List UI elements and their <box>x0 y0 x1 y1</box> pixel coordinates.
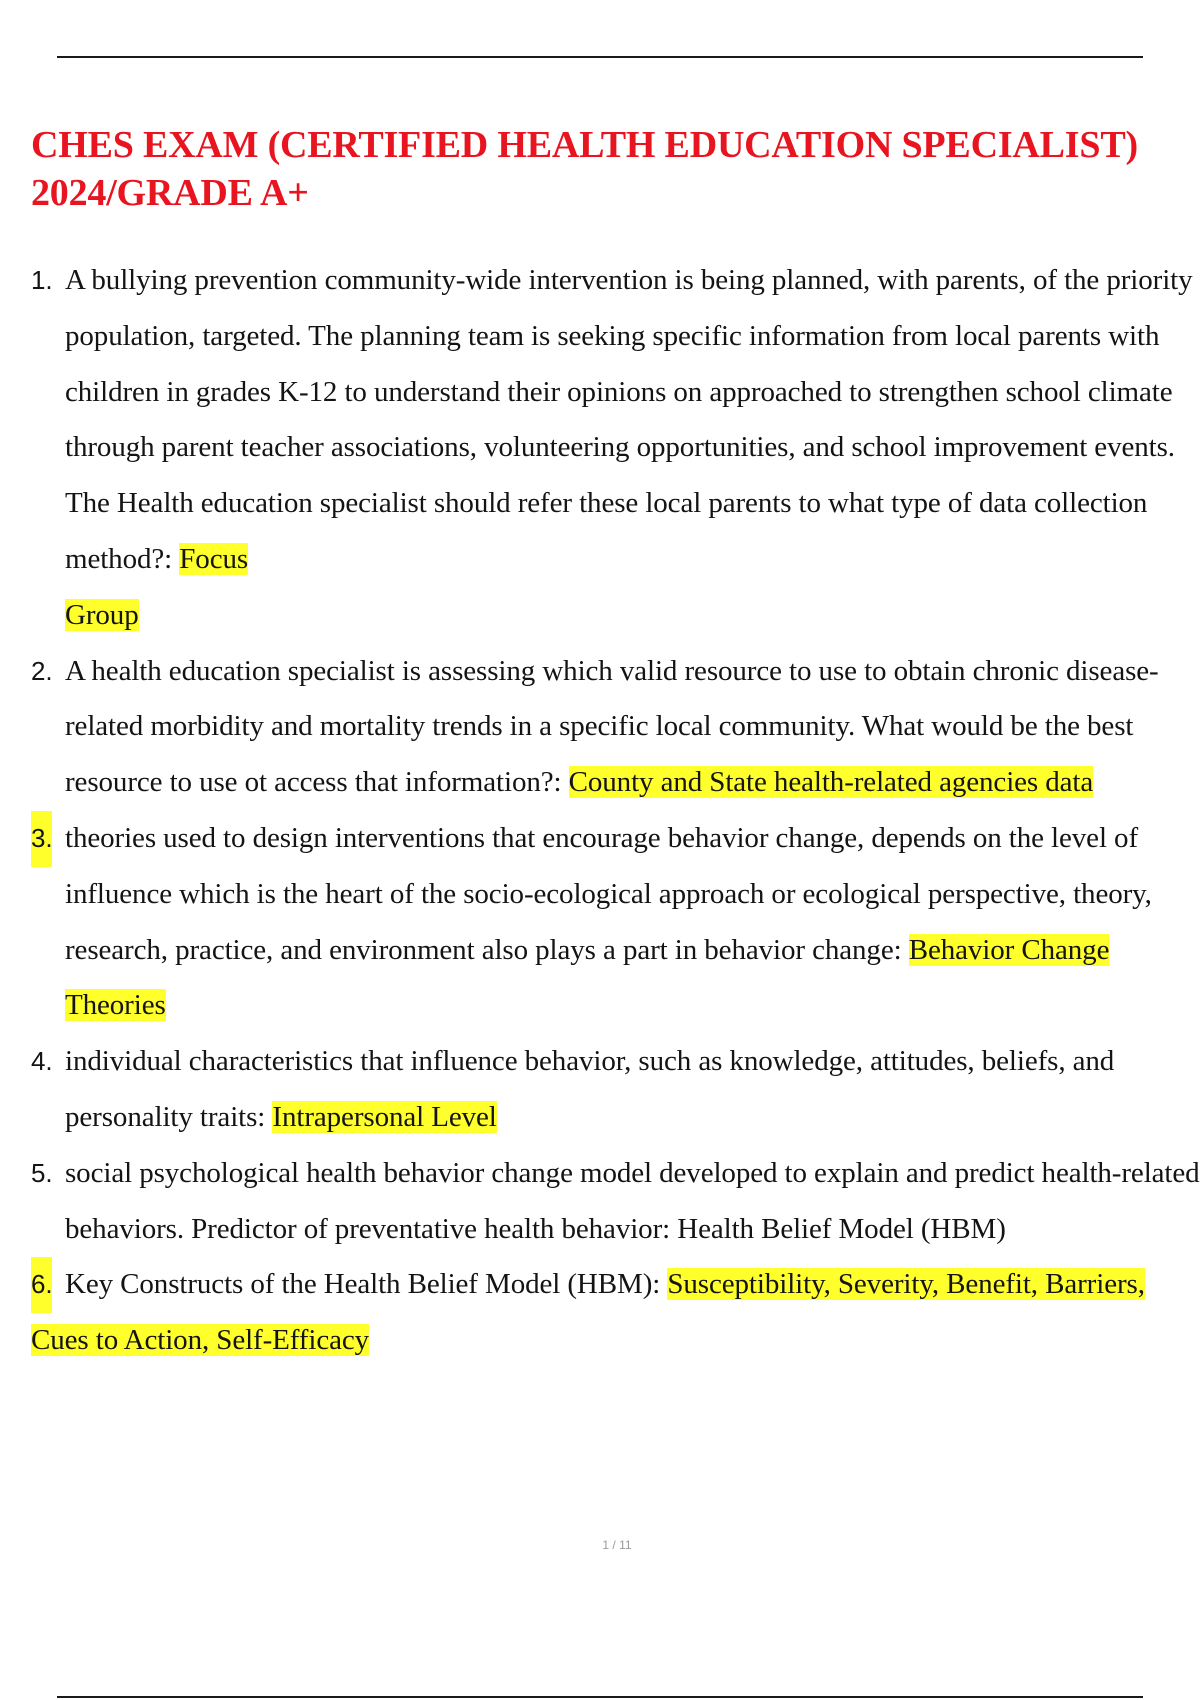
header-rule <box>57 56 1143 58</box>
question-number: 1. <box>31 265 53 295</box>
answer-highlight: Intrapersonal Level <box>272 1100 497 1133</box>
question-text: individual characteristics that influence behavior, such as knowledge, attitudes, beliefs, and personality traits: <box>65 1045 1115 1133</box>
page-indicator: 1 / 11 <box>602 1538 632 1552</box>
answer-highlight: Behavior Change Theories <box>65 933 1110 1022</box>
answer-highlight-continued: Group <box>65 598 139 631</box>
question-text: theories used to design interventions that encourage behavior change, depends on the level of influence which is the heart of the socio-ecological approach or ecological perspective, theory, research, practice, and environment also plays a part in behavior change: <box>65 821 1152 966</box>
question-number: 4. <box>31 1046 53 1077</box>
question-item <box>31 1257 1200 1369</box>
question-text: A health education specialist is assessing which valid resource to use to obtain chronic disease-related morbidity and mortality trends in a specific local community. What would be the best resource to use ot access that information?: <box>65 654 1159 799</box>
question-item <box>31 1146 1200 1258</box>
question-text: A bullying prevention community-wide intervention is being planned, with parents, of the priority population, targeted. The planning team is seeking specific information from local parents with children in grades K-12 to understand their opinions on approached to strengthen school climate through parent teacher associations, volunteering opportunities, and school improvement events. The Health education specialist should refer these local parents to what type of data collection method?: <box>65 264 1193 575</box>
question-number: 3. <box>31 811 52 867</box>
question-item <box>31 644 1200 811</box>
question-item <box>31 253 1200 644</box>
question-number: 2. <box>31 655 53 686</box>
question-number: 6. <box>31 1257 52 1313</box>
question-text: social psychological health behavior change model developed to explain and predict health-related behaviors. Predictor of preventative health behavior: Health Belief Model (HBM) <box>65 1156 1200 1245</box>
document-title: CHES EXAM (CERTIFIED HEALTH EDUCATION SPECIALIST) 2024/GRADE A+ <box>31 124 1138 214</box>
question-number: 5. <box>31 1157 53 1188</box>
footer-rule <box>57 1696 1143 1698</box>
answer-highlight: Susceptibility, Severity, Benefit, Barriers, Cues to Action, Self-Efficacy <box>31 1268 1145 1357</box>
answer-highlight: Focus <box>179 542 249 575</box>
answer-highlight: County and State health-related agencies data <box>568 766 1094 799</box>
question-list <box>31 253 1200 1369</box>
question-text: Key Constructs of the Health Belief Model (HBM): <box>65 1268 668 1301</box>
question-item <box>31 1034 1200 1146</box>
question-item <box>31 811 1200 1034</box>
